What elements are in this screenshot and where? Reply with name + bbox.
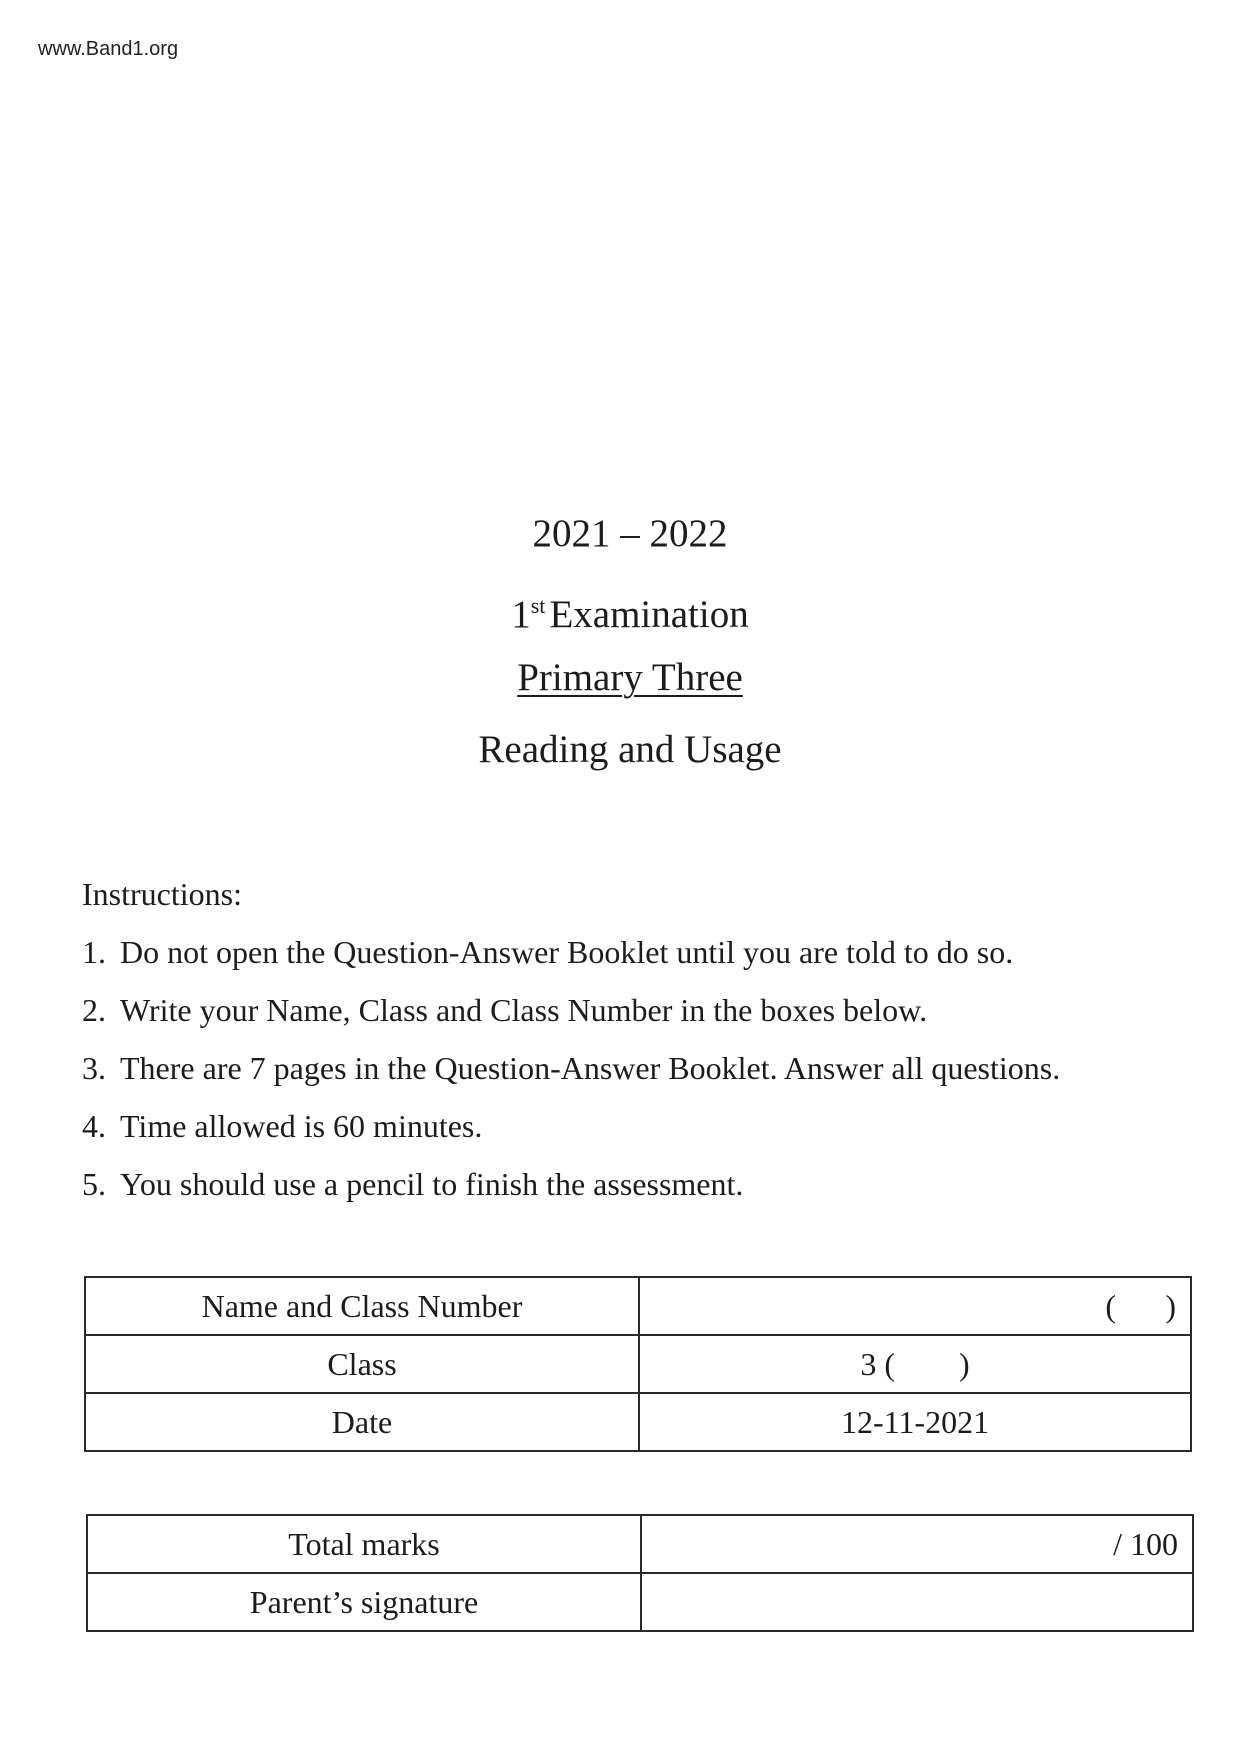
name-field[interactable]	[639, 1277, 1191, 1335]
signature-field[interactable]	[641, 1573, 1193, 1631]
table-row	[85, 1393, 1191, 1451]
instructions-title: Instructions:	[82, 876, 242, 912]
instruction-item	[82, 1104, 1060, 1162]
instruction-number: 2.	[82, 992, 106, 1028]
exam-ordinal-number: 1	[511, 593, 531, 636]
total-marks-field[interactable]	[641, 1515, 1193, 1573]
instruction-text: There are 7 pages in the Question-Answer Booklet. Answer all questions.	[120, 1050, 1061, 1086]
instruction-number: 3.	[82, 1050, 106, 1086]
level-title	[0, 656, 1240, 700]
class-value: 3 ( )	[860, 1345, 970, 1382]
name-label: Name and Class Number	[85, 1277, 639, 1335]
instructions-list	[82, 930, 1060, 1220]
instruction-item	[82, 1162, 1060, 1220]
table-row	[87, 1515, 1193, 1573]
instruction-number: 4.	[82, 1108, 106, 1144]
instruction-item	[82, 930, 1060, 988]
student-info-table	[84, 1276, 1192, 1452]
date-value: 12-11-2021	[840, 1403, 990, 1440]
exam-title	[0, 584, 1240, 637]
instruction-text: You should use a pencil to finish the assessment.	[120, 1166, 744, 1202]
exam-title-text: Examination	[549, 593, 749, 636]
level-title-text: Primary Three	[517, 656, 743, 699]
date-label: Date	[85, 1393, 639, 1451]
date-field	[639, 1393, 1191, 1451]
class-field[interactable]	[639, 1335, 1191, 1393]
subject-title: Reading and Usage	[478, 728, 782, 771]
table-row	[85, 1335, 1191, 1393]
name-paren-open: (	[1105, 1288, 1116, 1324]
signature-label: Parent’s signature	[87, 1573, 641, 1631]
class-label: Class	[85, 1335, 639, 1393]
instruction-text: Do not open the Question-Answer Booklet until you are told to do so.	[120, 934, 1014, 970]
school-year: 2021 – 2022	[532, 512, 728, 555]
instruction-text: Write your Name, Class and Class Number in the boxes below.	[120, 992, 928, 1028]
instruction-number: 5.	[82, 1166, 106, 1202]
marks-table	[86, 1514, 1194, 1632]
table-row	[87, 1573, 1193, 1631]
instruction-number: 1.	[82, 934, 106, 970]
exam-ordinal-suffix: st	[530, 593, 546, 618]
total-marks-value: / 100	[1113, 1526, 1178, 1562]
name-paren-close: )	[1165, 1288, 1176, 1324]
instruction-item	[82, 1046, 1060, 1104]
site-url: www.Band1.org	[38, 38, 179, 60]
total-marks-label: Total marks	[87, 1515, 641, 1573]
table-row	[85, 1277, 1191, 1335]
instruction-text: Time allowed is 60 minutes.	[120, 1108, 483, 1144]
instruction-item	[82, 988, 1060, 1046]
